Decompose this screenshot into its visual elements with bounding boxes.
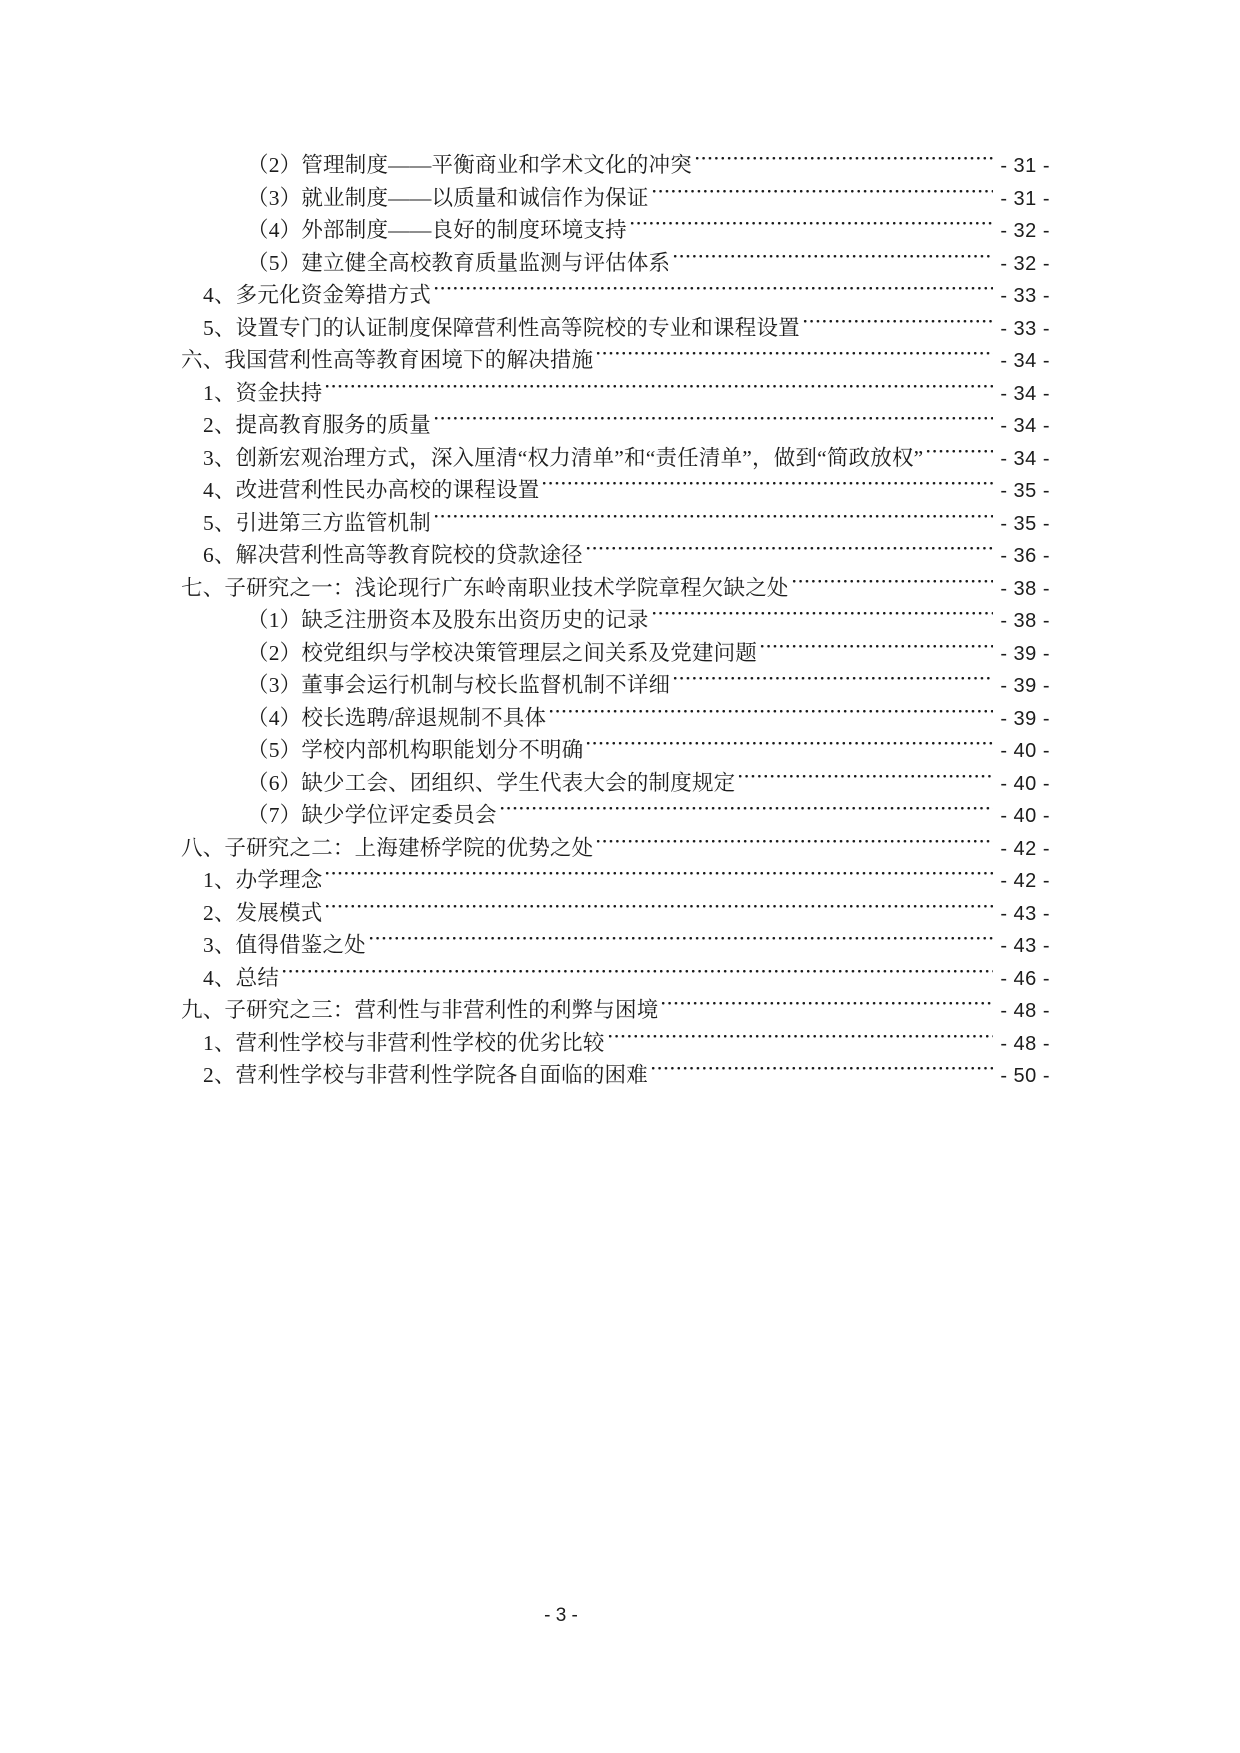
toc-leader-dots [324,864,993,897]
toc-entry-page-number: - 33 - [1000,285,1050,307]
page-footer [544,1605,578,1627]
toc-entry[interactable] [181,377,1050,410]
toc-leader-dots [433,409,993,442]
toc-entry-label: （7）缺少学位评定委员会 [247,803,497,827]
toc-entry[interactable] [181,929,1050,962]
toc-entry[interactable] [181,149,1050,182]
toc-entry-label: （2）校党组织与学校决策管理层之间关系及党建问题 [247,640,758,665]
toc-entry[interactable] [181,214,1050,247]
toc-leader-dots [672,247,993,280]
toc-leader-dots [585,539,993,572]
toc-entry-page-number: - 32 - [1000,252,1050,275]
toc-entry-page-number: - 39 - [1000,675,1050,697]
toc-leader-dots [694,149,993,182]
toc-leader-dots [629,214,993,247]
toc-entry[interactable] [181,507,1050,540]
toc-entry-page-number: - 38 - [1000,577,1050,600]
toc-entry-page-number: - 35 - [1000,480,1050,502]
toc-leader-dots [737,767,993,800]
toc-entry-page-number: - 34 - [1000,415,1050,437]
toc-entry-page-number: - 34 - [1000,447,1050,470]
toc-leader-dots [499,799,994,832]
toc-entry-label: 3、创新宏观治理方式，深入厘清“权力清单”和“责任清单”，做到“简政放权” [203,445,924,470]
toc-entry-label: （3）董事会运行机制与校长监督机制不详细 [247,673,671,697]
toc-entry-label: 1、营利性学校与非营利性学校的优劣比较 [203,1030,605,1055]
toc-entry[interactable] [181,1027,1050,1060]
toc-entry-page-number: - 46 - [1000,967,1050,990]
toc-entry-label: 4、多元化资金筹措方式 [203,283,431,307]
toc-entry-page-number: - 43 - [1000,902,1050,925]
toc-entry-label: （3）就业制度——以质量和诚信作为保证 [247,185,649,210]
toc-entry[interactable] [181,409,1050,442]
toc-leader-dots [651,182,994,215]
toc-entry-label: 2、提高教育服务的质量 [203,413,431,437]
toc-leader-dots [607,1027,994,1060]
toc-entry-label: （6）缺少工会、团组织、学生代表大会的制度规定 [247,770,736,795]
toc-entry[interactable] [181,247,1050,280]
toc-leader-dots [433,279,993,312]
toc-entry-page-number: - 31 - [1000,155,1050,177]
toc-entry-page-number: - 43 - [1000,935,1050,957]
toc-entry-label: 4、总结 [203,965,280,990]
toc-entry-label: 2、营利性学校与非营利性学院各自面临的困难 [203,1063,648,1087]
toc-entry-page-number: - 35 - [1000,512,1050,535]
toc-entry-label: （1）缺乏注册资本及股东出资历史的记录 [247,608,649,632]
toc-entry[interactable] [181,539,1050,572]
toc-entry[interactable] [181,734,1050,767]
toc-entry[interactable] [181,474,1050,507]
toc-entry-page-number: - 40 - [1000,740,1050,762]
toc-entry-label: 3、值得借鉴之处 [203,933,366,957]
toc-entry-page-number: - 39 - [1000,642,1050,665]
toc-entry-label: （4）外部制度——良好的制度环境支持 [247,218,627,242]
toc-entry-page-number: - 31 - [1000,187,1050,210]
toc-entry-label: 1、办学理念 [203,868,323,892]
toc-leader-dots [650,1059,993,1092]
toc-entry[interactable] [181,832,1050,865]
toc-entry-label: 5、引进第三方监管机制 [203,510,431,535]
toc-entry[interactable] [181,767,1050,800]
toc-entry[interactable] [181,312,1050,345]
toc-entry-label: 八、子研究之二：上海建桥学院的优势之处 [181,835,594,860]
toc-entry[interactable] [181,604,1050,637]
toc-entry-label: 5、设置专门的认证制度保障营利性高等院校的专业和课程设置 [203,315,800,340]
toc-leader-dots [324,377,993,410]
toc-entry-page-number: - 34 - [1000,350,1050,372]
toc-entry-label: 6、解决营利性高等教育院校的贷款途径 [203,543,583,567]
footer-page-number: - 3 - [544,1605,578,1626]
toc-entry-page-number: - 32 - [1000,220,1050,242]
toc-leader-dots [433,507,993,540]
toc-entry-page-number: - 36 - [1000,545,1050,567]
toc-leader-dots [595,832,993,865]
toc-entry-label: 九、子研究之三：营利性与非营利性的利弊与困境 [181,998,659,1022]
toc-entry[interactable] [181,799,1050,832]
toc-entry[interactable] [181,1059,1050,1092]
table-of-contents [181,149,1050,1092]
toc-entry-label: 七、子研究之一：浅论现行广东岭南职业技术学院章程欠缺之处 [181,575,789,600]
toc-entry[interactable] [181,572,1050,605]
toc-entry[interactable] [181,702,1050,735]
toc-entry[interactable] [181,279,1050,312]
toc-entry-page-number: - 50 - [1000,1065,1050,1087]
toc-leader-dots [925,442,993,475]
toc-leader-dots [759,637,993,670]
toc-entry-page-number: - 48 - [1000,1032,1050,1055]
toc-entry[interactable] [181,637,1050,670]
toc-leader-dots [281,962,993,995]
toc-entry-page-number: - 40 - [1000,805,1050,827]
toc-entry[interactable] [181,897,1050,930]
toc-entry[interactable] [181,182,1050,215]
toc-leader-dots [541,474,993,507]
toc-entry[interactable] [181,669,1050,702]
toc-entry[interactable] [181,994,1050,1027]
toc-leader-dots [651,604,994,637]
toc-entry-label: （5）学校内部机构职能划分不明确 [247,738,584,762]
toc-entry-label: （5）建立健全高校教育质量监测与评估体系 [247,250,671,275]
toc-entry[interactable] [181,962,1050,995]
toc-entry-page-number: - 42 - [1000,837,1050,860]
toc-entry-page-number: - 42 - [1000,870,1050,892]
toc-entry[interactable] [181,442,1050,475]
toc-leader-dots [585,734,993,767]
toc-leader-dots [791,572,994,605]
toc-entry-label: 六、我国营利性高等教育困境下的解决措施 [181,348,594,372]
toc-entry-label: （4）校长选聘/辞退规制不具体 [247,705,547,730]
toc-entry[interactable] [181,344,1050,377]
toc-leader-dots [802,312,993,345]
toc-leader-dots [660,994,993,1027]
toc-entry-label: （2）管理制度——平衡商业和学术文化的冲突 [247,153,692,177]
toc-leader-dots [672,669,993,702]
toc-leader-dots [548,702,993,735]
toc-entry-page-number: - 38 - [1000,610,1050,632]
toc-entry-page-number: - 34 - [1000,382,1050,405]
toc-entry[interactable] [181,864,1050,897]
toc-entry-label: 2、发展模式 [203,900,323,925]
toc-entry-page-number: - 39 - [1000,707,1050,730]
toc-entry-page-number: - 48 - [1000,1000,1050,1022]
toc-leader-dots [324,897,993,930]
toc-entry-page-number: - 33 - [1000,317,1050,340]
toc-leader-dots [595,344,993,377]
toc-leader-dots [368,929,993,962]
toc-entry-label: 1、资金扶持 [203,380,323,405]
toc-entry-page-number: - 40 - [1000,772,1050,795]
toc-entry-label: 4、改进营利性民办高校的课程设置 [203,478,540,502]
